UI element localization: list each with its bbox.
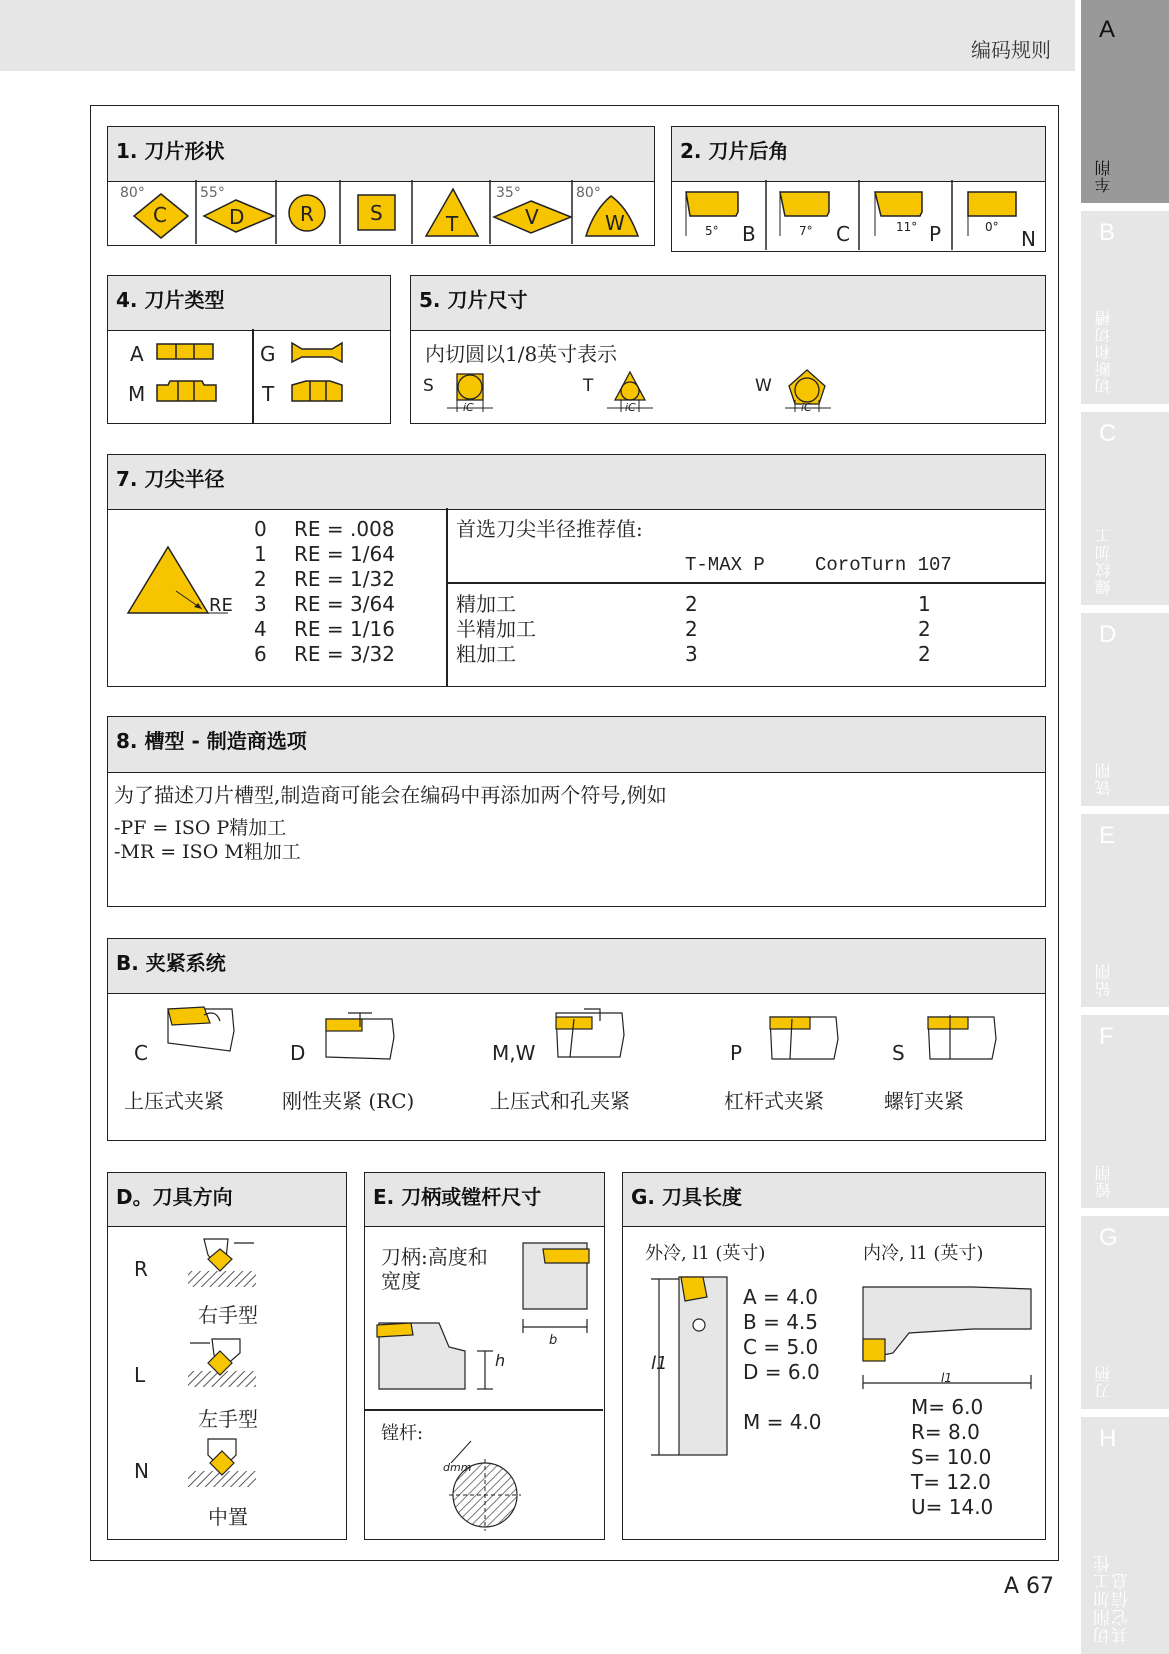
size-description: 内切圆以1/8英寸表示 bbox=[425, 342, 618, 366]
section-title: 4. 刀片类型 bbox=[116, 288, 225, 312]
shank-label: 宽度 bbox=[381, 1269, 421, 1293]
tab-letter: A bbox=[1099, 16, 1116, 43]
rec-row-label: 粗加工 bbox=[456, 642, 516, 666]
section-title: 2. 刀片后角 bbox=[680, 139, 789, 163]
nose-value: RE = 1/64 bbox=[294, 542, 395, 566]
int-length-values bbox=[911, 1395, 993, 1520]
nose-code: 4 bbox=[254, 617, 267, 641]
section-insert-type bbox=[107, 275, 391, 424]
nose-value-list bbox=[294, 517, 395, 667]
type-code: G bbox=[260, 342, 276, 366]
section-header bbox=[108, 276, 390, 331]
shape-angle: 35° bbox=[496, 185, 521, 201]
rec-row-label: 半精加工 bbox=[456, 617, 536, 641]
col-header-tmax: T-MAX P bbox=[685, 554, 765, 576]
rec-coro-values bbox=[918, 592, 931, 667]
section-title: E. 刀柄或镗杆尺寸 bbox=[373, 1185, 542, 1209]
section-insert-shape bbox=[107, 126, 655, 246]
ext-length-value: B = 4.5 bbox=[743, 1310, 818, 1334]
rec-coro-value: 1 bbox=[918, 592, 931, 616]
page-header bbox=[0, 0, 1075, 71]
tab-label: 刀柄 bbox=[1094, 1365, 1113, 1399]
clearance-code: C bbox=[836, 222, 850, 246]
section-header bbox=[672, 127, 1045, 182]
type-code: T bbox=[262, 382, 275, 406]
int-length-value: M= 6.0 bbox=[911, 1395, 984, 1419]
b-dimension: b bbox=[549, 1333, 558, 1348]
rec-row-labels bbox=[456, 592, 536, 667]
shape-angle: 80° bbox=[576, 185, 601, 201]
rec-tmax-value: 2 bbox=[685, 617, 698, 641]
nose-value: RE = 3/32 bbox=[294, 642, 395, 666]
insert-type-icons bbox=[108, 329, 388, 423]
ext-length-values bbox=[743, 1285, 822, 1435]
section-title: 8. 槽型 - 制造商选项 bbox=[116, 729, 307, 753]
int-length-value: R= 8.0 bbox=[911, 1420, 980, 1444]
clearance-B-icon bbox=[686, 192, 738, 216]
tab-label: 切削加工性 其它信息 bbox=[1094, 1554, 1132, 1644]
insert-size-icons bbox=[411, 368, 1043, 418]
section-tool-direction bbox=[107, 1172, 347, 1540]
nose-code: 1 bbox=[254, 542, 267, 566]
rec-coro-value: 2 bbox=[918, 617, 931, 641]
shape-code: D bbox=[229, 205, 245, 229]
l1-label: l1 bbox=[941, 1371, 952, 1385]
ic-label: iC bbox=[801, 401, 812, 414]
shape-angle: 80° bbox=[120, 185, 145, 201]
section-header bbox=[108, 717, 1045, 773]
size-S-icon bbox=[457, 374, 483, 400]
size-shape-code: T bbox=[583, 376, 594, 396]
clamp-label: 杠杆式夹紧 bbox=[724, 1089, 824, 1113]
int-length-value: U= 14.0 bbox=[911, 1495, 994, 1519]
rec-tmax-value: 3 bbox=[685, 642, 698, 666]
section-title: 5. 刀片尺寸 bbox=[419, 288, 528, 312]
tab-label: 镗削 bbox=[1094, 1164, 1113, 1198]
re-label: RE bbox=[209, 595, 233, 616]
section-title: D。刀具方向 bbox=[116, 1185, 233, 1209]
rec-row-label: 精加工 bbox=[456, 592, 516, 616]
clamp-label: 上压式夹紧 bbox=[124, 1089, 224, 1113]
nose-value: RE = 3/64 bbox=[294, 592, 395, 616]
h-dimension: h bbox=[495, 1351, 506, 1370]
rec-tmax-value: 2 bbox=[685, 592, 698, 616]
chipbreaker-example: -MR = ISO M粗加工 bbox=[114, 841, 301, 863]
page-number: A 67 bbox=[1004, 1574, 1055, 1599]
ic-label: iC bbox=[625, 401, 636, 414]
section-header bbox=[108, 1173, 346, 1227]
int-length-value: T= 12.0 bbox=[911, 1470, 991, 1494]
int-length-value: S= 10.0 bbox=[911, 1445, 992, 1469]
type-G-icon bbox=[292, 343, 342, 362]
l1-label: l1 bbox=[651, 1353, 668, 1374]
shape-code: S bbox=[370, 201, 383, 225]
recommendation-title: 首选刀尖半径推荐值: bbox=[456, 517, 643, 541]
shape-code: T bbox=[446, 212, 459, 236]
type-code: A bbox=[130, 342, 144, 366]
section-title: 7. 刀尖半径 bbox=[116, 467, 225, 491]
int-coolant-label: 内冷, l1 (英寸) bbox=[863, 1243, 984, 1264]
type-M-icon bbox=[157, 381, 216, 401]
page-title: 编码规则 bbox=[971, 38, 1051, 62]
tab-letter: B bbox=[1099, 219, 1116, 246]
tab-letter: C bbox=[1099, 420, 1117, 447]
shape-code: R bbox=[300, 202, 314, 226]
nose-code: 3 bbox=[254, 592, 267, 616]
shank-label: 刀柄:高度和 bbox=[381, 1245, 488, 1269]
shape-code: V bbox=[525, 205, 539, 229]
clamp-code: P bbox=[730, 1041, 743, 1065]
chipbreaker-example: -PF = ISO P精加工 bbox=[114, 817, 287, 839]
section-title: B. 夹紧系统 bbox=[116, 951, 226, 975]
ext-length-value: D = 6.0 bbox=[743, 1360, 820, 1384]
size-W-icon bbox=[789, 370, 825, 404]
section-header bbox=[411, 276, 1045, 331]
clearance-angle: 0° bbox=[985, 220, 999, 234]
tab-G[interactable] bbox=[1081, 1216, 1169, 1409]
nose-code: 0 bbox=[254, 517, 267, 541]
type-A-icon bbox=[157, 344, 213, 359]
section-clamping-system bbox=[107, 938, 1046, 1141]
ext-length-value: C = 5.0 bbox=[743, 1335, 819, 1359]
shape-angle: 55° bbox=[200, 185, 225, 201]
section-nose-radius bbox=[107, 454, 1046, 687]
rec-tmax-values bbox=[685, 592, 698, 667]
tab-letter: G bbox=[1099, 1224, 1118, 1251]
tab-H[interactable] bbox=[1081, 1417, 1169, 1654]
ext-length-value: A = 4.0 bbox=[743, 1285, 818, 1309]
tab-label: 切断和切槽 bbox=[1094, 309, 1113, 394]
shape-code: C bbox=[153, 203, 167, 227]
section-sidebar bbox=[1081, 0, 1169, 1654]
clamp-code: M,W bbox=[492, 1041, 536, 1065]
nose-value: RE = 1/16 bbox=[294, 617, 395, 641]
dmm-label: dmm bbox=[443, 1461, 472, 1474]
nose-code: 6 bbox=[254, 642, 267, 666]
shank-drawing bbox=[365, 1229, 603, 1409]
tab-C[interactable] bbox=[1081, 412, 1169, 605]
boring-bar-drawing bbox=[365, 1419, 603, 1539]
col-header-coroturn: CoroTurn 107 bbox=[815, 554, 952, 576]
size-shape-code: W bbox=[755, 376, 772, 396]
clamp-label: 刚性夹紧 (RC) bbox=[282, 1089, 415, 1113]
tab-label: 车削 bbox=[1094, 159, 1113, 193]
size-T-icon bbox=[615, 372, 645, 400]
section-chipbreaker bbox=[107, 716, 1046, 907]
direction-label: 右手型 bbox=[198, 1303, 258, 1327]
clearance-code: B bbox=[742, 222, 756, 246]
direction-code: N bbox=[134, 1459, 149, 1483]
type-T-icon bbox=[292, 381, 342, 401]
section-header bbox=[108, 127, 654, 182]
tab-label: 钻削 bbox=[1094, 963, 1113, 997]
clamp-code: C bbox=[134, 1041, 148, 1065]
section-header bbox=[108, 939, 1045, 994]
tab-A[interactable] bbox=[1081, 0, 1169, 203]
ic-label: iC bbox=[463, 401, 474, 414]
direction-code: L bbox=[134, 1363, 146, 1387]
ext-coolant-label: 外冷, l1 (英寸) bbox=[645, 1243, 766, 1264]
clearance-angle: 11° bbox=[896, 220, 918, 234]
tab-B[interactable] bbox=[1081, 211, 1169, 404]
section-header bbox=[108, 455, 1045, 510]
clearance-N-icon bbox=[968, 192, 1016, 216]
section-header bbox=[623, 1173, 1045, 1227]
clearance-row bbox=[672, 180, 1044, 250]
section-title: G. 刀具长度 bbox=[631, 1185, 742, 1209]
clearance-angle: 5° bbox=[705, 224, 719, 238]
clearance-angle: 7° bbox=[799, 224, 813, 238]
nose-code: 2 bbox=[254, 567, 267, 591]
type-code: M bbox=[128, 382, 146, 406]
tab-letter: D bbox=[1099, 621, 1117, 648]
nose-code-list bbox=[254, 517, 267, 667]
section-insert-size bbox=[410, 275, 1046, 424]
section-tool-length bbox=[622, 1172, 1046, 1540]
section-header bbox=[365, 1173, 604, 1227]
clamp-code: S bbox=[892, 1041, 905, 1065]
size-shape-code: S bbox=[423, 376, 434, 396]
section-clearance-angle bbox=[671, 126, 1046, 252]
clearance-P-icon bbox=[875, 192, 922, 216]
boring-bar-label: 镗杆: bbox=[381, 1423, 424, 1444]
tab-F[interactable] bbox=[1081, 1015, 1169, 1208]
ext-length-value: M = 4.0 bbox=[743, 1410, 822, 1434]
tab-letter: E bbox=[1099, 822, 1116, 849]
tab-letter: F bbox=[1099, 1023, 1114, 1050]
direction-label: 中置 bbox=[208, 1505, 248, 1529]
tab-label: 铣削 bbox=[1094, 762, 1113, 796]
section-shank-size bbox=[364, 1172, 605, 1540]
tab-D[interactable] bbox=[1081, 613, 1169, 806]
direction-code: R bbox=[134, 1257, 148, 1281]
nose-radius-icon bbox=[116, 545, 296, 655]
clearance-code: N bbox=[1021, 227, 1036, 251]
shape-code: W bbox=[605, 211, 625, 235]
clearance-code: P bbox=[929, 222, 942, 246]
rec-coro-value: 2 bbox=[918, 642, 931, 666]
clamp-label: 上压式和孔夹紧 bbox=[490, 1089, 630, 1113]
direction-label: 左手型 bbox=[198, 1407, 258, 1431]
tab-label: 螺纹加工 bbox=[1094, 527, 1113, 595]
clamp-label: 螺钉夹紧 bbox=[884, 1089, 964, 1113]
tab-letter: H bbox=[1099, 1425, 1117, 1452]
section-title: 1. 刀片形状 bbox=[116, 139, 225, 163]
tab-E[interactable] bbox=[1081, 814, 1169, 1007]
nose-value: RE = 1/32 bbox=[294, 567, 395, 591]
nose-value: RE = .008 bbox=[294, 517, 395, 541]
chipbreaker-description: 为了描述刀片槽型,制造商可能会在编码中再添加两个符号,例如 bbox=[114, 783, 667, 807]
clearance-C-icon bbox=[780, 192, 829, 216]
clamp-code: D bbox=[290, 1041, 306, 1065]
